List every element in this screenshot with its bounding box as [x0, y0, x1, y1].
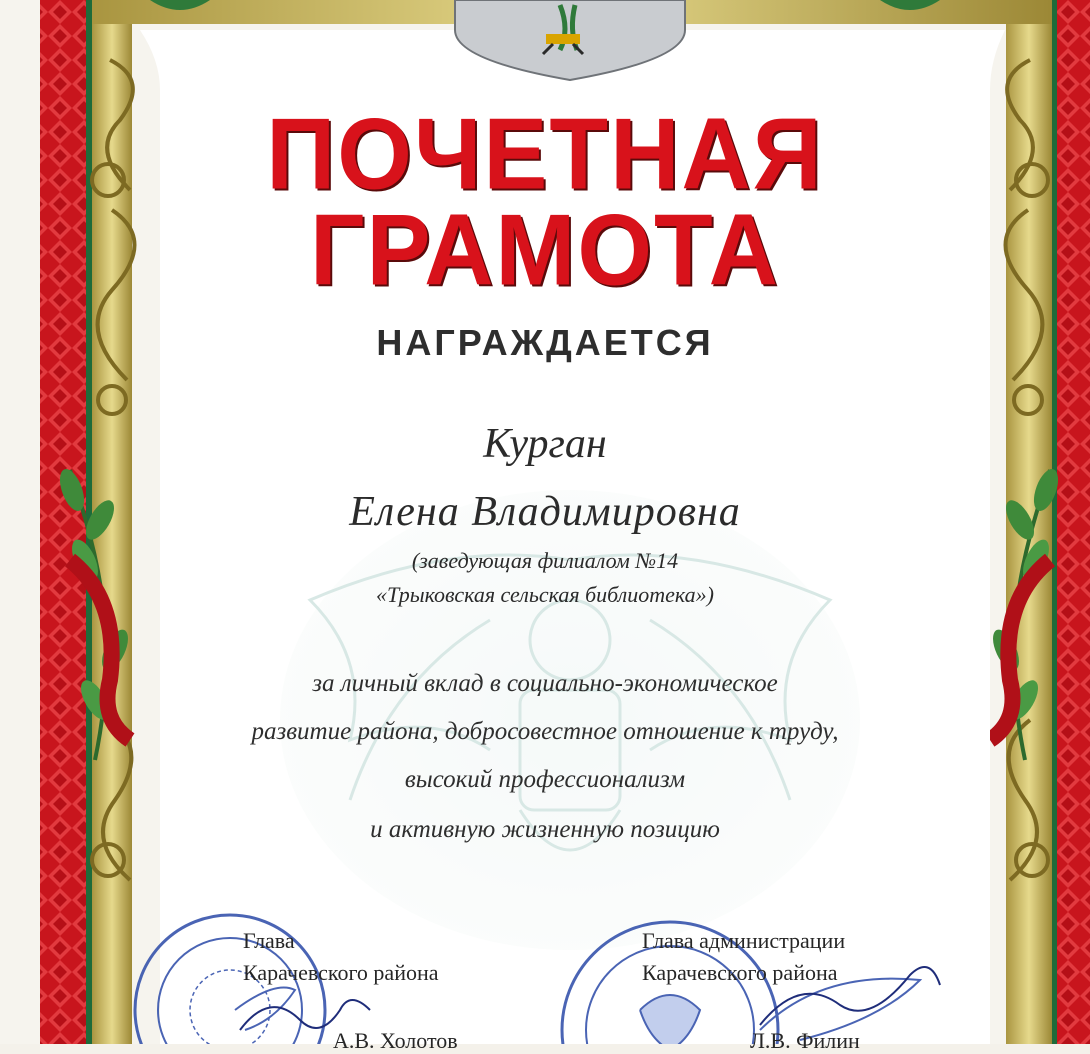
- recipient-position-line2: «Трыковская сельская библиотека»): [376, 582, 714, 607]
- left-signatory-name: А.В. Холотов: [333, 1028, 458, 1053]
- left-signatory-title-line1: Глава: [243, 928, 295, 953]
- reason-line: и активную жизненную позицию: [370, 816, 720, 843]
- reason-line: высокий профессионализм: [404, 766, 686, 793]
- reason-line: за личный вклад в социально-экономическое: [312, 670, 778, 697]
- left-signatory-title-line2: Карачевского района: [243, 960, 439, 985]
- recipient-surname: Курган: [483, 421, 607, 467]
- right-signatory-title-line2: Карачевского района: [642, 960, 838, 985]
- right-signatory-title-line1: Глава администрации: [642, 928, 846, 953]
- right-signatory-name: Л.В. Филин: [750, 1028, 860, 1053]
- awarded-label: НАГРАЖДАЕТСЯ: [376, 322, 714, 363]
- certificate-title-line1: ПОЧЕТНАЯ: [266, 98, 824, 211]
- recipient-position-line1: (заведующая филиалом №14: [411, 548, 679, 573]
- reason-line: развитие района, добросовестное отношение к труду,: [251, 718, 839, 745]
- certificate-title-line2: ГРАМОТА: [310, 194, 780, 307]
- recipient-name: Елена Владимировна: [349, 489, 741, 535]
